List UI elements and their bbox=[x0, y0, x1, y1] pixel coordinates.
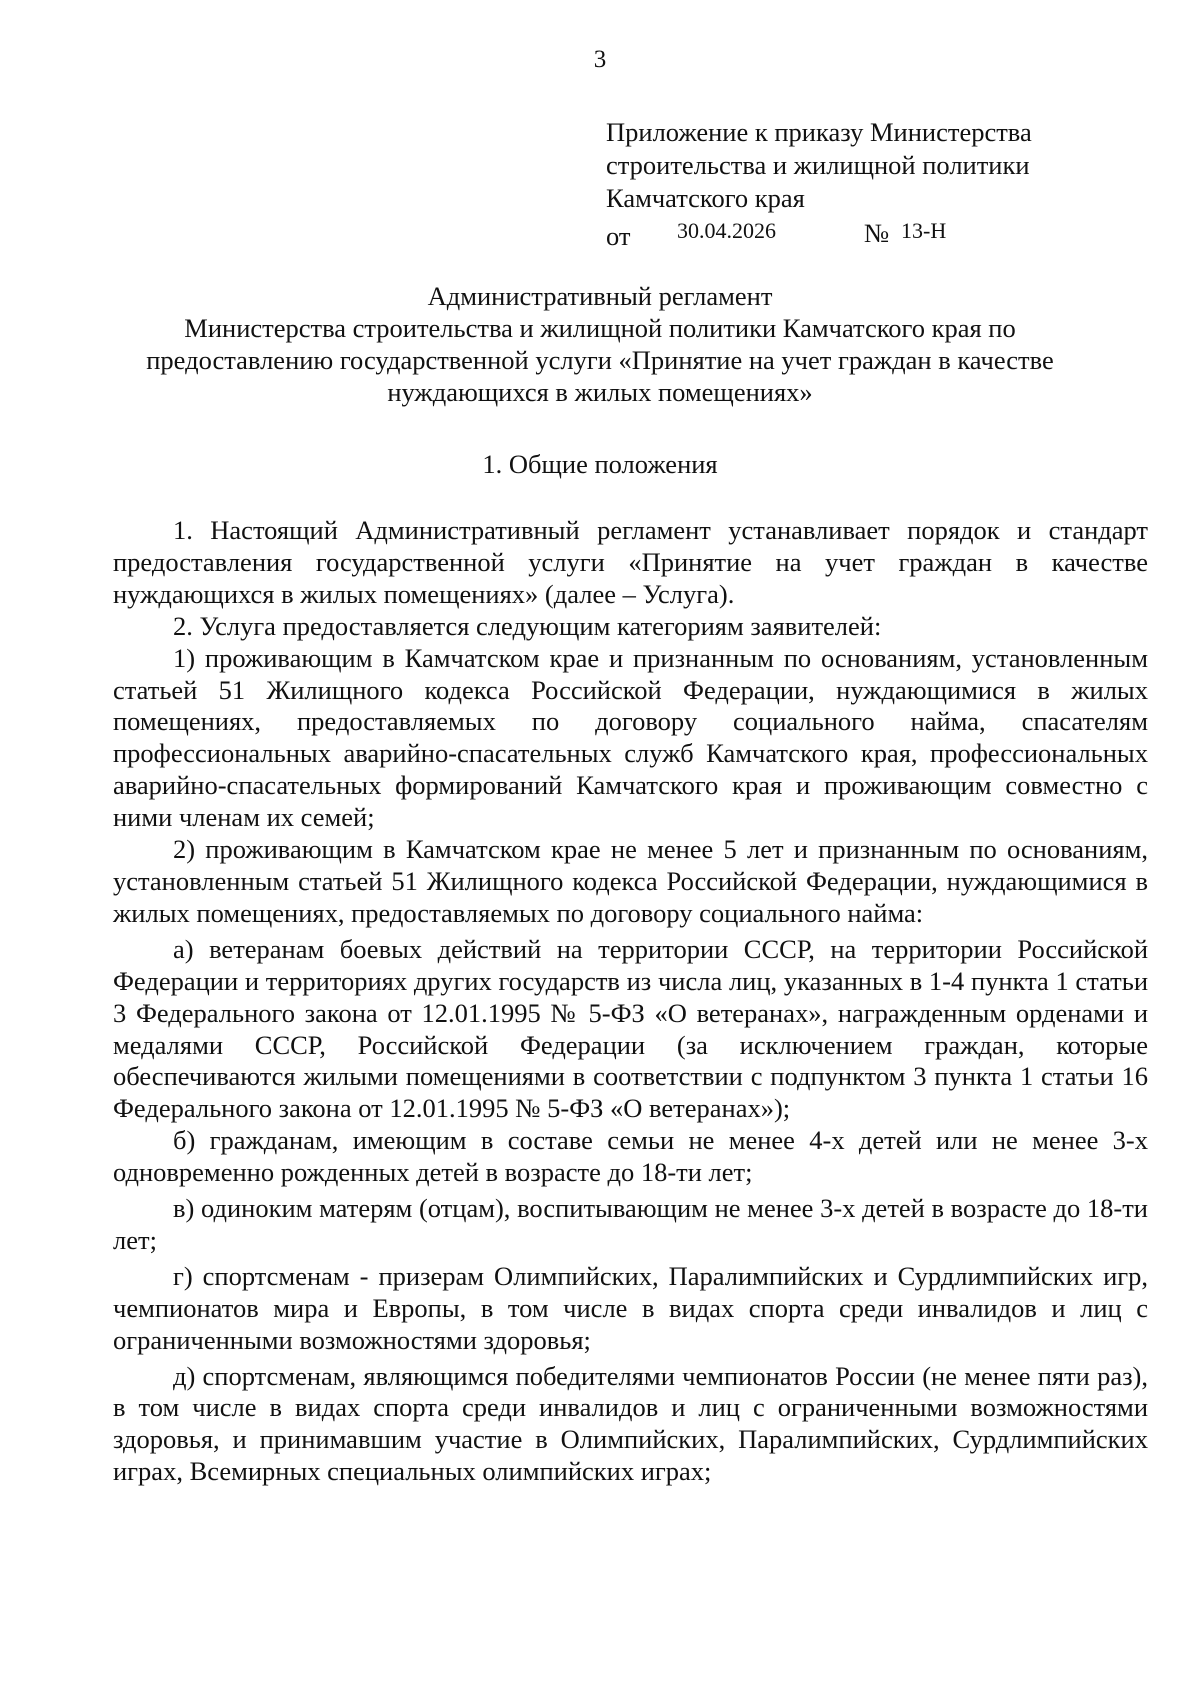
appendix-block bbox=[606, 116, 1166, 250]
paragraph: б) гражданам, имеющим в составе семьи не менее 4-х детей или не менее 3-х одновременно рожденных детей в возрасте до 18-ти лет; bbox=[113, 1125, 1148, 1188]
title-line-2: Министерства строительства и жилищной политики Камчатского края по bbox=[184, 313, 1016, 343]
order-reference bbox=[606, 217, 1166, 250]
document-body bbox=[113, 515, 1148, 1488]
title-line-3: предоставлению государственной услуги «Принятие на учет граждан в качестве bbox=[146, 345, 1054, 375]
section-heading: 1. Общие положения bbox=[482, 449, 718, 479]
paragraph: 1) проживающим в Камчатском крае и признанным по основаниям, установленным статьей 51 Жилищного кодекса Российской Федерации, нуждающимися в жилых помещениях, предоставляемых по договору социального найма, спасателям профессиональных аварийно-спасательных служб Камчатского края, профессиональных аварийно-спасательных формирований Камчатского края и проживающим совместно с ними членам их семей; bbox=[113, 642, 1148, 833]
paragraph: а) ветеранам боевых действий на территории СССР, на территории Российской Федерации и территориях других государств из числа лиц, указанных в 1-4 пункта 1 статьи 3 Федерального закона от 12.01.1995 № 5-ФЗ «О ветеранах», награжденным орденами и медалями СССР, Российской Федерации (за исключением граждан, которые обеспечиваются жилыми помещениями в соответствии с подпунктом 3 пункта 1 статьи 16 Федерального закона от 12.01.1995 № 5-ФЗ «О ветеранах»); bbox=[113, 933, 1148, 1124]
order-from-label: от bbox=[606, 221, 631, 251]
order-number-label: № bbox=[864, 218, 890, 248]
title-line-4: нуждающихся в жилых помещениях» bbox=[387, 377, 813, 407]
appendix-line-3: Камчатского края bbox=[606, 183, 805, 213]
paragraph: д) спортсменам, являющимся победителями чемпионатов России (не менее пяти раз), в том числе в видах спорта среди инвалидов и лиц с ограниченными возможностями здоровья, и принимавшим участие в Олимпийских, Паралимпийских, Сурдлимпийских играх, Всемирных специальных олимпийских играх; bbox=[113, 1360, 1148, 1487]
paragraph: г) спортсменам - призерам Олимпийских, Паралимпийских и Сурдлимпийских игр, чемпионатов мира и Европы, в том числе в видах спорта среди инвалидов и лиц с ограниченными возможностями здоровья; bbox=[113, 1260, 1148, 1355]
order-number: 13-Н bbox=[901, 218, 947, 243]
title-line-1: Административный регламент bbox=[427, 281, 773, 311]
paragraph: 2) проживающим в Камчатском крае не менее 5 лет и признанным по основаниям, установленным статьей 51 Жилищного кодекса Российской Федерации, нуждающимися в жилых помещениях, предоставляемых по договору социального найма: bbox=[113, 834, 1148, 928]
appendix-line-1: Приложение к приказу Министерства bbox=[606, 117, 1032, 147]
document-title bbox=[120, 280, 1080, 408]
appendix-line-2: строительства и жилищной политики bbox=[606, 150, 1030, 180]
paragraph: в) одиноким матерям (отцам), воспитывающим не менее 3-х детей в возрасте до 18-ти лет; bbox=[113, 1193, 1148, 1255]
paragraph: 2. Услуга предоставляется следующим категориям заявителей: bbox=[173, 610, 882, 641]
page-number: 3 bbox=[593, 46, 607, 73]
order-date: 30.04.2026 bbox=[677, 218, 776, 243]
paragraph: 1. Настоящий Административный регламент устанавливает порядок и стандарт предоставления государственной услуги «Принятие на учет граждан в качестве нуждающихся в жилых помещениях» (далее – Услуга). bbox=[113, 515, 1148, 609]
